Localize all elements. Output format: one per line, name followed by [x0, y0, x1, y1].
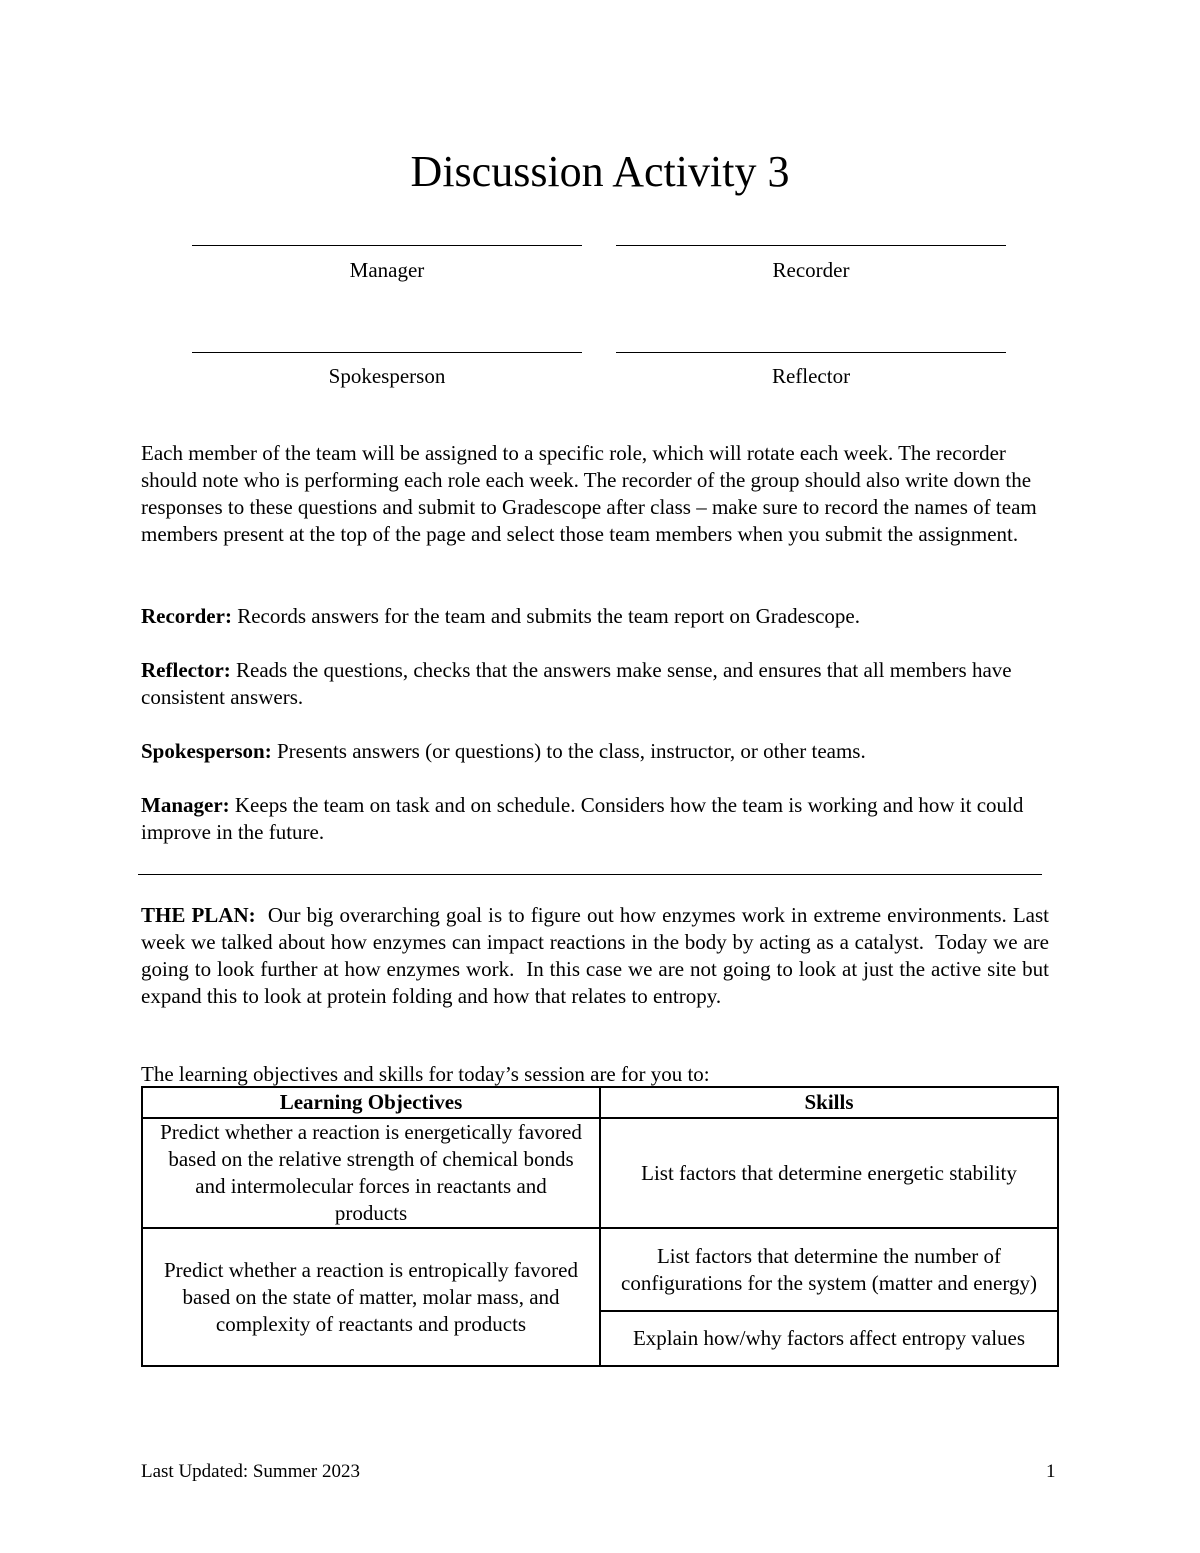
objectives-table [141, 1086, 1059, 1367]
header-learning-objectives: Learning Objectives [142, 1087, 600, 1118]
objective-cell: Predict whether a reaction is energetically favored based on the relative strength of chemical bonds and intermolecular forces in reactants and products [142, 1118, 600, 1228]
plan-label: THE PLAN: [141, 903, 256, 927]
plan-text: Our big overarching goal is to figure out how enzymes work in extreme environments. Last week we talked about how enzymes can impact reactions in the body by acting as a catalyst. Today we are going to look further at how enzymes work. In this case we are not going to look at just the active site but expand this to look at protein folding and how that relates to entropy. [141, 903, 1055, 1008]
reflector-signature-line[interactable] [616, 352, 1006, 353]
role-manager [141, 792, 1051, 846]
role-text: Reads the questions, checks that the answers make sense, and ensures that all members have consistent answers. [141, 658, 1012, 709]
objective-cell: Predict whether a reaction is entropically favored based on the state of matter, molar mass, and complexity of reactants and products [142, 1228, 600, 1366]
plan-paragraph [141, 902, 1055, 1010]
role-text: Records answers for the team and submits the team report on Gradescope. [231, 604, 861, 628]
intro-paragraph: Each member of the team will be assigned to a specific role, which will rotate each week. The recorder should note who is performing each role each week. The recorder of the group should also write down the responses to these questions and submit to Gradescope after class – make sure to record the names of team members present at the top of the page and select those team members when you submit the assignment. [141, 441, 1037, 546]
role-text: Keeps the team on task and on schedule. Considers how the team is working and how it could improve in the future. [141, 793, 1024, 844]
spokesperson-signature-line[interactable] [192, 352, 582, 353]
skill-cell: Explain how/why factors affect entropy values [600, 1311, 1058, 1366]
spokesperson-label: Spokesperson [328, 364, 446, 388]
role-spokesperson [141, 738, 1051, 765]
role-recorder [141, 603, 1051, 630]
footer-last-updated: Last Updated: Summer 2023 [141, 1461, 360, 1482]
header-skills: Skills [600, 1087, 1058, 1118]
role-label: Recorder: [141, 604, 232, 628]
table-header-row [142, 1087, 1058, 1118]
manager-signature-line[interactable] [192, 245, 582, 246]
skill-cell: List factors that determine energetic stability [600, 1118, 1058, 1228]
role-label: Reflector: [141, 658, 231, 682]
role-label: Spokesperson: [141, 739, 272, 763]
role-label: Manager: [141, 793, 230, 817]
role-reflector [141, 657, 1051, 711]
page-title: Discussion Activity 3 [410, 147, 790, 196]
objectives-intro: The learning objectives and skills for today’s session are for you to: [141, 1062, 710, 1086]
footer-page-number: 1 [1046, 1461, 1056, 1482]
recorder-signature-line[interactable] [616, 245, 1006, 246]
recorder-label: Recorder [772, 258, 850, 282]
section-divider [138, 874, 1042, 875]
table-row [142, 1118, 1058, 1228]
manager-label: Manager [349, 258, 425, 282]
role-text: Presents answers (or questions) to the class, instructor, or other teams. [271, 739, 866, 763]
table-row [142, 1228, 1058, 1311]
skill-cell: List factors that determine the number of configurations for the system (matter and energy) [600, 1228, 1058, 1311]
reflector-label: Reflector [771, 364, 851, 388]
